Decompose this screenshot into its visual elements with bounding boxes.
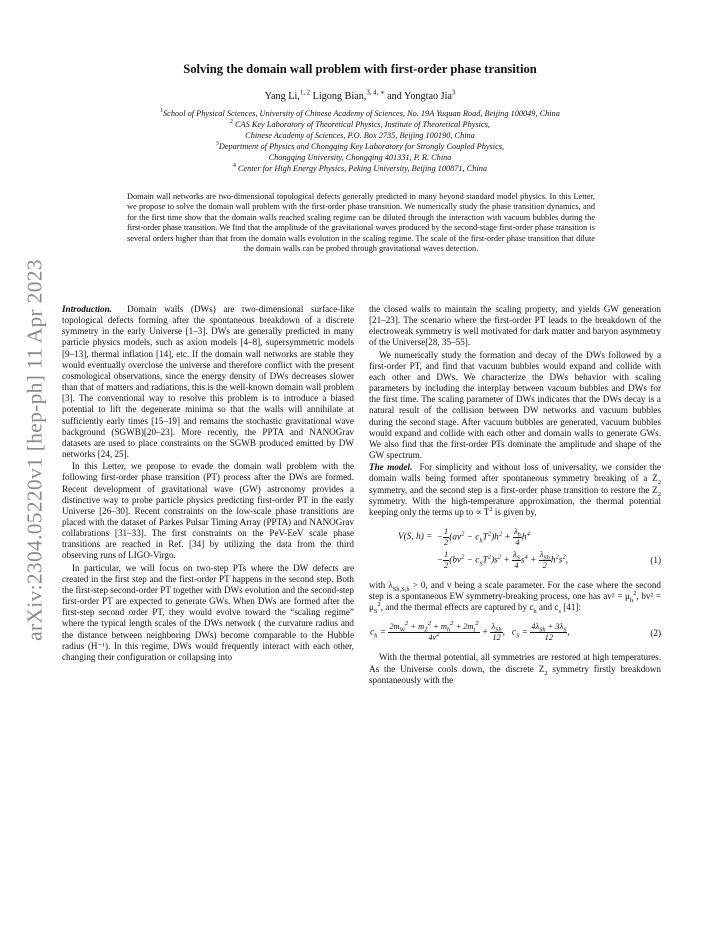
affiliation-line: Chongqing University, Chongqing 401331, P. R. China xyxy=(268,153,452,163)
author-list xyxy=(60,91,660,102)
affiliations xyxy=(80,108,640,175)
abstract: Domain wall networks are two-dimensional topological defects generally predicted in many beyond standard model physics. In this Letter, we propose to solve the domain wall problem with the first-order phase transition. We numerically study the phase transition dynamics, and for the first time show that the domain walls reached scaling regime can be diluted through the interaction with vacuum bubbles during the first-order phase transition. We find that the amplitude of the gravitational waves produced by the second-stage first-order phase transition is several orders higher than that from the domain walls evolution in the scaling regime. The scale of the first-order phase transition that dilute the domain walls can be probed through gravitational waves detection. xyxy=(127,192,595,254)
arxiv-stamp xyxy=(20,235,50,665)
body-paragraph: the closed walls to maintain the scaling property, and yields GW generation [21–23]. The scenario where the first-order PT leads to the breakdown of the electroweak symmetry is well motivated for dark matter and baryon asymmetry of the Universe[28, 35–55]. xyxy=(369,304,661,348)
author-affil-mark: 3 xyxy=(451,89,456,97)
affiliation-line: Chinese Academy of Sciences, P.O. Box 2735, Beijing 100190, China xyxy=(245,131,475,141)
equation-2: $c_h$ = $\frac{2m_W^2 + m_Z^2 + m_h^2 + 2m_t^2}{4v^2}$ + $\frac{\lambda_{Sh}}{12}$ , $c_S$ = $\frac{4\lambda_{Sh} + 3\lambda_S}{12}$ , (2) xyxy=(370,620,661,643)
intro-paragraph: Introduction. Domain walls (DWs) are two-dimensional surface-like topological defects forming after the spontaneous breakdown of a discrete symmetry in the early Universe [1–3]. DWs are generally predicted in many particle physics models, such as axion models [4–8], supersymmetric models [9–13], thermal inflation [14], etc. If the domain wall networks are stable they would eventually overclose the universe and therefore conflict with the present cosmological observations, since the energy density of DWs decreases slower than that of matters and radiations, this is the well-known domain wall problem [3]. The conventional way to resolve this problem is to introduce a biased potential to lift the degenerate minima so that the walls will annihilate at sufficiently early times [15–19] and remains the stochastic gravitational wave background (SGWB)[20–23]. More recently, the PPTA and NANOGrav datasets are used to place constraints on the SGWB produced emitted by DW networks [24, 25]. xyxy=(62,304,355,460)
paper-title: Solving the domain wall problem with first-order phase transition xyxy=(183,62,537,76)
author-affil-mark: 3, 4, ∗ xyxy=(366,89,385,97)
body-paragraph: With the thermal potential, all symmetries are restored at high temperatures. As the Universe cools down, the discrete $Z_2$ symmetry firstly breakdown spontaneously with the xyxy=(369,652,661,685)
affiliation-line: $^2$ CAS Key Laboratory of Theoretical Physics, Institute of Theoretical Physics, xyxy=(230,119,490,130)
affiliation-line: $^4$ Center for High Energy Physics, Peking University, Beijing 100871, China xyxy=(232,163,487,174)
right-column xyxy=(369,304,661,687)
author-name: and Yongtao Jia xyxy=(387,91,452,102)
equation-1: V(S, h) = − $\frac{1}{2}$ $(av^2 - c_hT^2)h^2$ + $\frac{\lambda_h}{4}$ $h^4$ − $\frac{1}{2}$ $(bv^2 - c_ST^2)s^2$ + $\frac{\lambda_S}{4}$ $s^4$ + $\frac{\lambda_{Sh}}{2}$ $h^2s^2$, (1) xyxy=(398,526,661,570)
body-paragraph: In this Letter, we propose to evade the domain wall problem with the following first-order phase transition (PT) process after the DWs are formed. Recent development of gravitational wave (GW) astronomy provides a distinctive way to probe particle physics predicting first-order PT in the early Universe [26–30]. Recent constraints on the low-scale phase transitions are placed with the dataset of Parkes Pulsar Timing Array (PPTA) and NANOGrav collabrations [31–33]. The first constraints on the PeV-EeV scale phase transitions are reached in Ref. [34] by utilizing the data from the third observing runs of LIGO-Virgo. xyxy=(62,461,354,561)
equation-number: (2) xyxy=(650,628,661,639)
affiliation-line: $^1$School of Physical Sciences, University of Chinese Academy of Sciences, No. 19A Yuquan Road, Beijing 100049, China xyxy=(160,108,560,118)
author-name: Ligong Bian, xyxy=(312,91,367,102)
arxiv-identifier[interactable]: arXiv:2304.05220v1 [hep-ph] 11 Apr 2023 xyxy=(22,259,47,641)
left-column xyxy=(62,304,354,664)
body-paragraph: with $\lambda_{Sh,S,h} > 0$, and v being a scale parameter. For the case where the second step is a spontaneous EW symmetry-breaking process, one has $av^2 = \mu_h^2$, $bv^2 = \mu_S^2$, and the thermal effects are captured by $c_h$ and $c_s$ [41]: xyxy=(369,579,661,616)
affiliation-line: $^3$Department of Physics and Chongqing Key Laboratory for Strongly Coupled Physics, xyxy=(215,141,505,152)
body-paragraph: We numerically study the formation and decay of the DWs followed by a first-order PT, and find that vacuum bubbles would expand and collide with each other and DWs. We characterize the DWs behavior with scaling parameters by including the interplay between vacuum bubbles and DWs for the first time. The scaling parameter of DWs indicates that the DWs decay is a natural result of the collision between DW networks and vacuum bubbles during the second stage. After vacuum bubbles are generated, vacuum bubbles would expand and collide with each other and domain walls to generate GWs. We also find that the first-order PTs dominate the amplitude and shape of the GW spectrum. xyxy=(369,349,661,461)
equation-number: (1) xyxy=(650,554,661,565)
author-affil-mark: 1, 2 xyxy=(299,89,311,97)
body-paragraph: In particular, we will focus on two-step PTs where the DW defects are created in the first step and the first-order PT happens in the second step. Both the first-step second-order PT together with DWs evolution and the second-step first-order PT are expected to generate GWs. When DWs are formed after the first-step second order PT, they would evolve toward the “scaling regime” where the typical length scales of the DWs network ( the curvature radius and the distance between neighboring DWs) become comparable to the Hubble radius (H⁻¹). In this regime, DWs would frequently interact with each other, changing their configuration or collapsing into xyxy=(62,562,354,662)
section-heading-introduction: Introduction. xyxy=(62,304,112,314)
author-name: Yang Li, xyxy=(264,91,300,102)
section-heading-model: The model. xyxy=(369,462,413,473)
model-paragraph: The model. For simplicity and without loss of universality, we consider the domain walls being formed after spontaneous symmetry breaking of a $Z_2$ symmetry, and the second step is a first-order phase transition to restore the $Z_2$ symmetry. With the high-temperature approximation, the thermal potential keeping only the terms up to ∝ $T^2$ is given by, xyxy=(369,462,662,517)
